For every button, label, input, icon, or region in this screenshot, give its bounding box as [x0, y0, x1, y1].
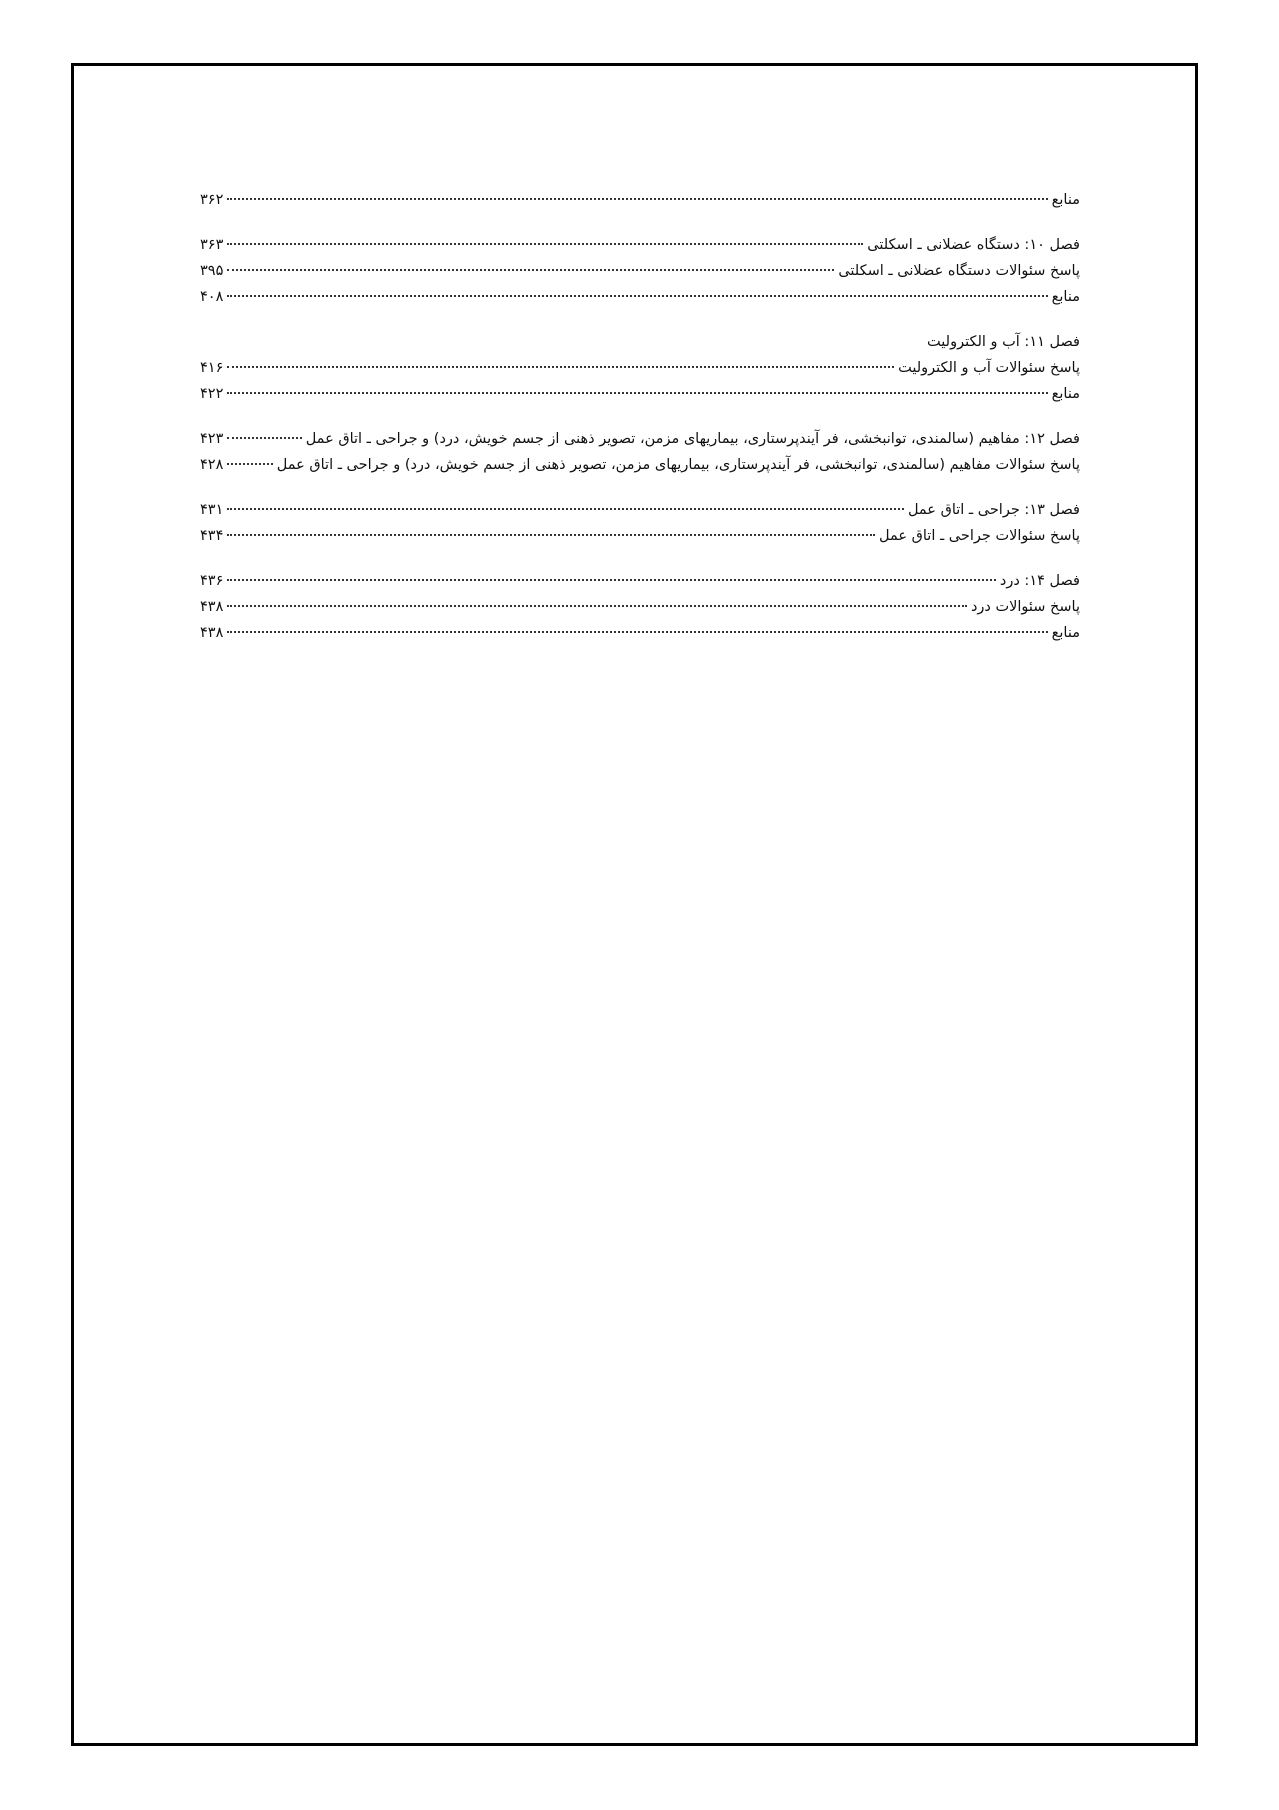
toc-entry [200, 426, 1080, 452]
toc-entry-page: ۴۱۶ [200, 360, 224, 376]
toc-entry-title: منابع [1051, 289, 1080, 305]
table-of-contents [200, 187, 1080, 646]
toc-entry-title: فصل ۱۴: درد [999, 573, 1080, 589]
toc-entry [200, 187, 1080, 213]
toc-group [200, 568, 1080, 646]
toc-entry-title: منابع [1051, 192, 1080, 208]
toc-entry-page: ۴۲۳ [200, 431, 224, 447]
toc-entry [200, 355, 1080, 381]
toc-entry-page: ۴۰۸ [200, 289, 224, 305]
toc-dot-leader [227, 198, 1047, 200]
toc-entry [200, 232, 1080, 258]
toc-entry-page: ۴۳۱ [200, 502, 224, 518]
toc-entry [200, 568, 1080, 594]
toc-entry-page: ۴۳۸ [200, 625, 224, 641]
toc-entry-title: فصل ۱۰: دستگاه عضلانی ـ اسکلتی [867, 237, 1080, 253]
toc-entry [200, 452, 1080, 478]
toc-dot-leader [227, 508, 904, 510]
toc-entry [200, 381, 1080, 407]
toc-group [200, 426, 1080, 478]
toc-dot-leader [227, 534, 875, 536]
toc-entry [200, 284, 1080, 310]
toc-entry-title: پاسخ سئوالات دستگاه عضلانی ـ اسکلتی [838, 263, 1080, 279]
toc-dot-leader [227, 269, 834, 271]
toc-group [200, 232, 1080, 310]
toc-entry-title: فصل ۱۲: مفاهیم (سالمندی، توانبخشی، فر آیندپرستاری، بیماریهای مزمن، تصویر ذهنی از جسم خویش، درد) و جراحی ـ اتاق عمل [305, 431, 1080, 447]
toc-entry [200, 594, 1080, 620]
toc-entry-page: ۴۳۸ [200, 599, 224, 615]
toc-dot-leader [227, 366, 894, 368]
toc-dot-leader [227, 631, 1047, 633]
toc-dot-leader [227, 295, 1047, 297]
toc-group [200, 329, 1080, 407]
toc-dot-leader [227, 392, 1047, 394]
toc-chapter-heading [200, 329, 1080, 355]
toc-entry-page: ۳۶۲ [200, 192, 224, 208]
toc-group [200, 187, 1080, 213]
toc-dot-leader [227, 243, 863, 245]
toc-group [200, 497, 1080, 549]
toc-entry-title: منابع [1051, 625, 1080, 641]
toc-dot-leader [227, 437, 301, 439]
toc-dot-leader [227, 579, 996, 581]
toc-entry [200, 497, 1080, 523]
toc-entry-title: فصل ۱۳: جراحی ـ اتاق عمل [907, 502, 1080, 518]
toc-entry [200, 523, 1080, 549]
toc-entry-page: ۴۲۲ [200, 386, 224, 402]
toc-entry-title: پاسخ سئوالات آب و الکترولیت [898, 360, 1080, 376]
toc-entry-title: پاسخ سئوالات مفاهیم (سالمندی، توانبخشی، فر آیندپرستاری، بیماریهای مزمن، تصویر ذهنی از جسم خویش، درد) و جراحی ـ اتاق عمل [276, 457, 1080, 473]
toc-entry-title: منابع [1051, 386, 1080, 402]
toc-entry-title: فصل ۱۱: آب و الکترولیت [927, 334, 1080, 350]
toc-dot-leader [227, 463, 272, 465]
toc-entry-title: پاسخ سئوالات جراحی ـ اتاق عمل [878, 528, 1080, 544]
toc-entry-page: ۳۶۳ [200, 237, 224, 253]
toc-entry [200, 620, 1080, 646]
toc-dot-leader [227, 605, 967, 607]
toc-entry-title: پاسخ سئوالات درد [970, 599, 1080, 615]
toc-entry-page: ۴۳۴ [200, 528, 224, 544]
toc-entry-page: ۳۹۵ [200, 263, 224, 279]
toc-entry [200, 258, 1080, 284]
toc-entry-page: ۴۲۸ [200, 457, 224, 473]
toc-entry-page: ۴۳۶ [200, 573, 224, 589]
